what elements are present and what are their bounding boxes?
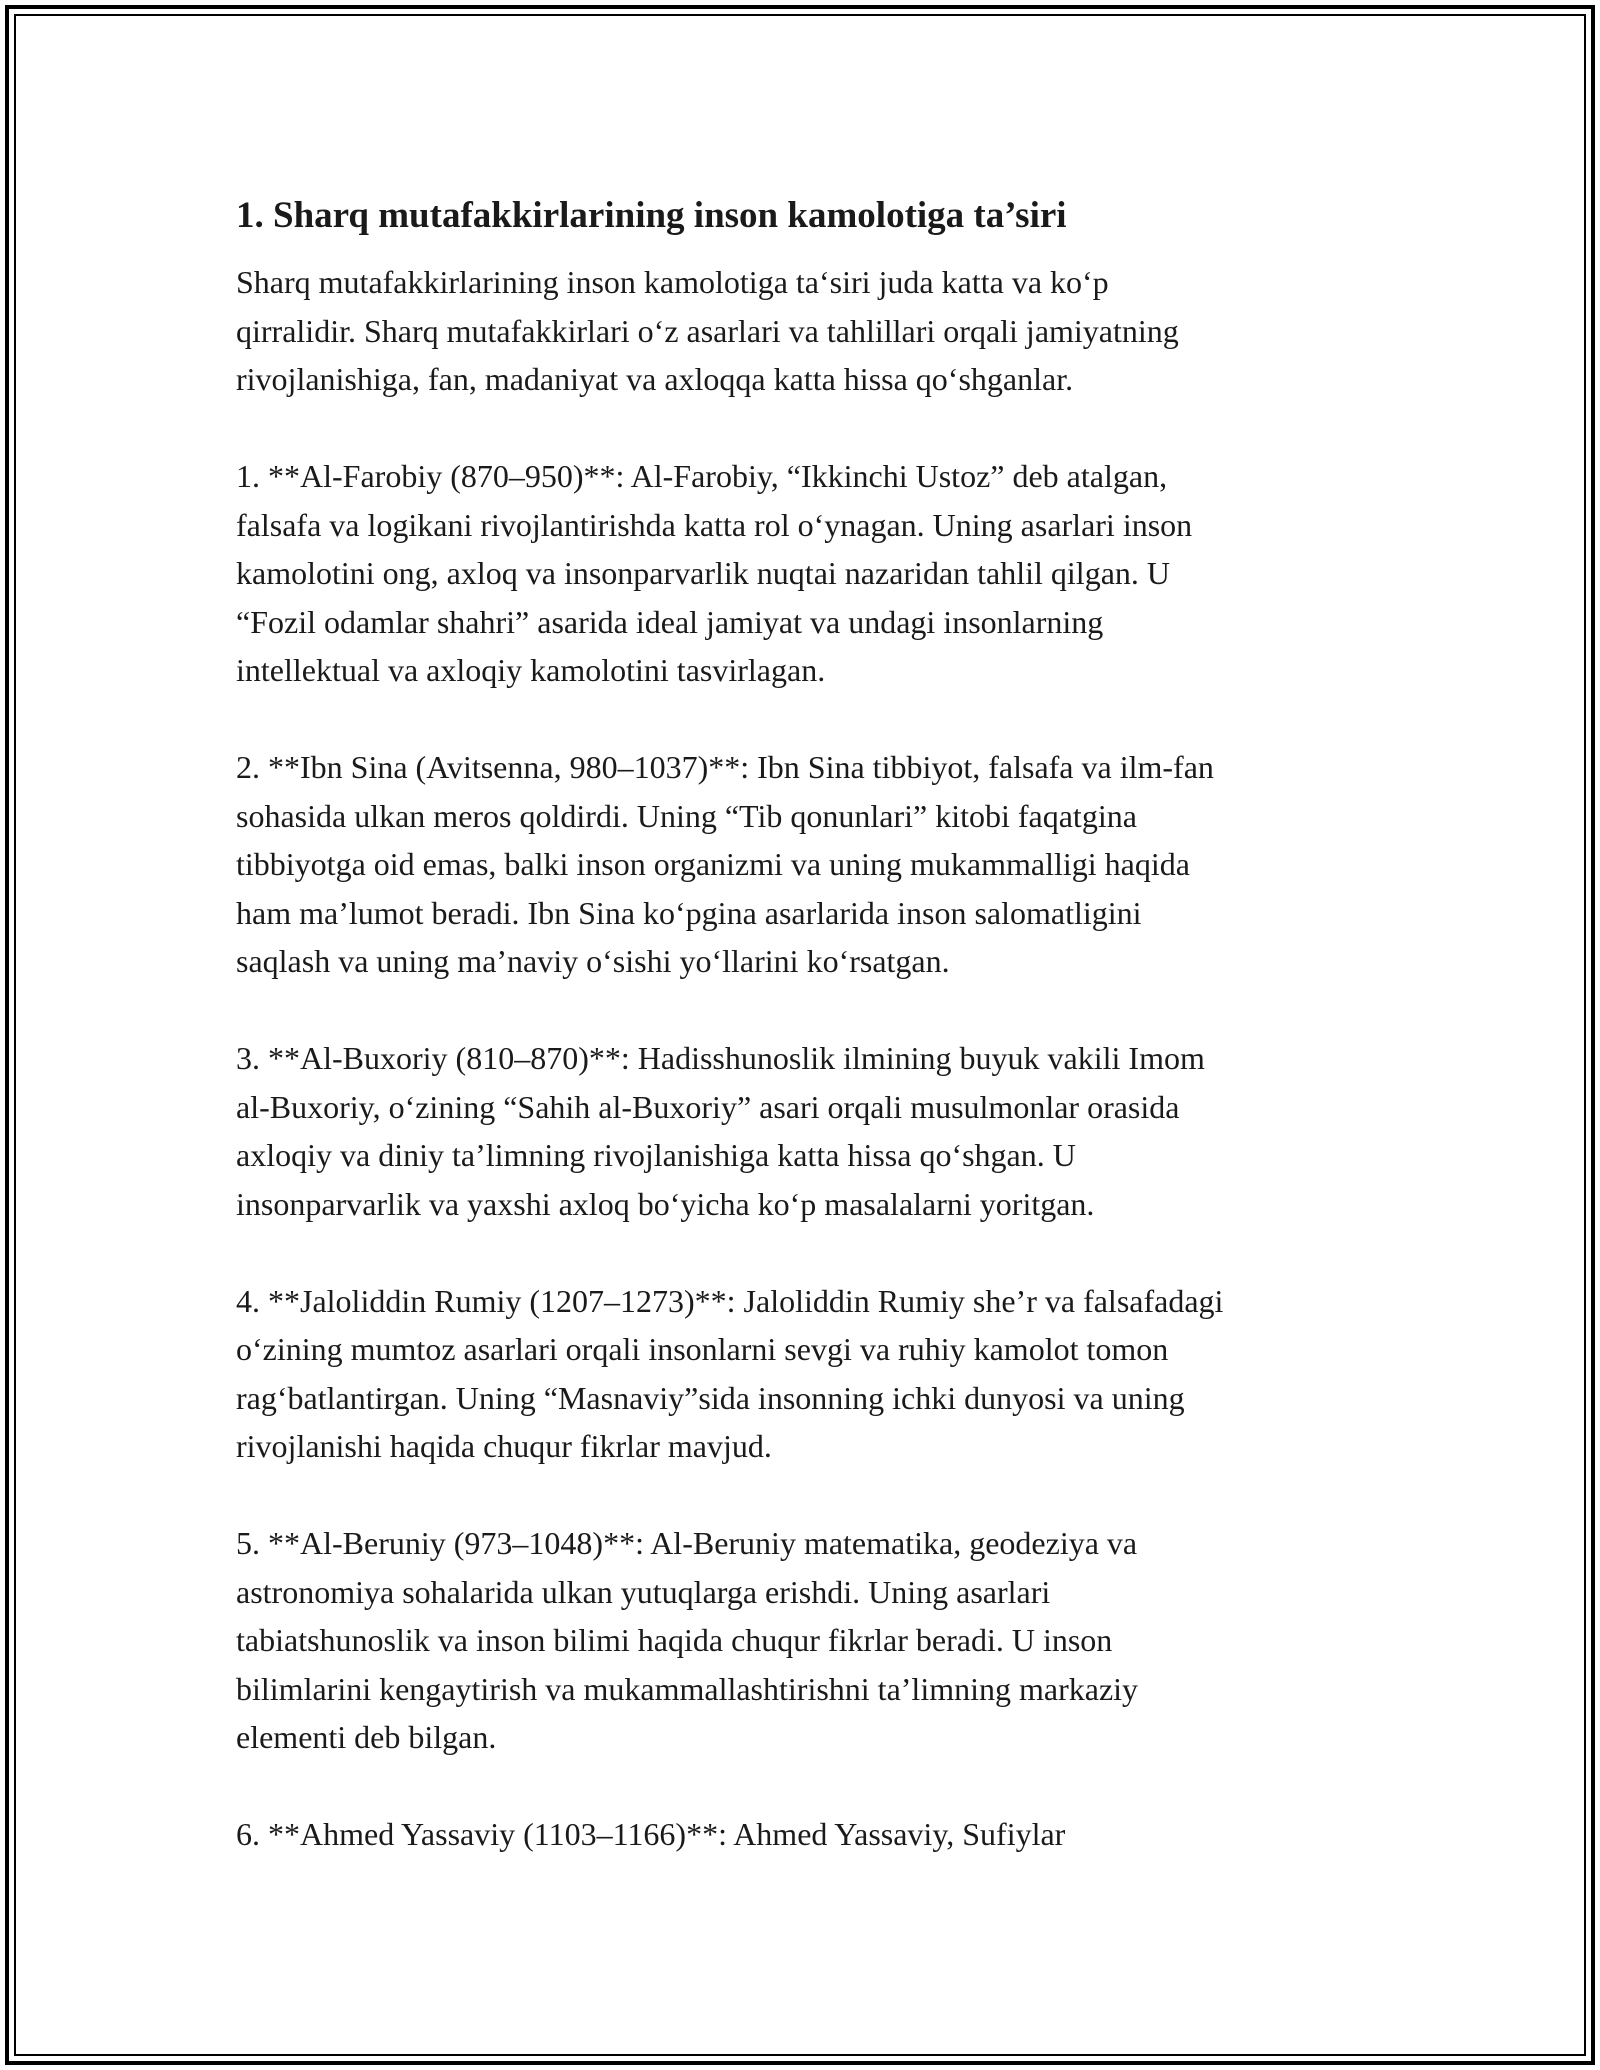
paragraph-al-buxoriy: 3. **Al-Buxoriy (810–870)**: Hadisshunoslik ilmining buyuk vakili Imom al-Buxoriy, o‘zining “Sahih al-Buxoriy” asari orqali musulmonlar orasida axloqiy va diniy ta’limning rivojlanishiga katta hissa qo‘shgan. U insonparvarlik va yaxshi axloq bo‘yicha ko‘p masalalarni yoritgan.: [236, 1040, 1205, 1222]
document-title: 1. Sharq mutafakkirlarining inson kamolotiga ta’siri: [236, 195, 1067, 236]
paragraph-ibn-sina: 2. **Ibn Sina (Avitsenna, 980–1037)**: Ibn Sina tibbiyot, falsafa va ilm-fan sohasida ulkan meros qoldirdi. Uning “Tib qonunlari” kitobi faqatgina tibbiyotga oid emas, balki inson organizmi va uning mukammalligi haqida ham ma’lumot beradi. Ibn Sina ko‘pgina asarlarida inson salomatligini saqlash va uning ma’naviy o‘sishi yo‘llarini ko‘rsatgan.: [236, 749, 1214, 979]
paragraph-jaloliddin-rumiy: 4. **Jaloliddin Rumiy (1207–1273)**: Jaloliddin Rumiy she’r va falsafadagi o‘zining mumtoz asarlari orqali insonlarni sevgi va ruhiy kamolot tomon rag‘batlantirgan. Uning “Masnaviy”sida insonning ichki dunyosi va uning rivojlanishi haqida chuqur fikrlar mavjud.: [236, 1282, 1224, 1464]
paragraph-al-farobiy: 1. **Al-Farobiy (870–950)**: Al-Farobiy, “Ikkinchi Ustoz” deb atalgan, falsafa va logikani rivojlantirishda katta rol o‘ynagan. Uning asarlari inson kamolotini ong, axloq va insonparvarlik nuqtai nazaridan tahlil qilgan. U “Fozil odamlar shahri” asarida ideal jamiyat va undagi insonlarning intellektual va axloqiy kamolotini tasvirlagan.: [236, 458, 1193, 688]
paragraph-ahmed-yassaviy: 6. **Ahmed Yassaviy (1103–1166)**: Ahmed Yassaviy, Sufiylar: [236, 1816, 1066, 1852]
intro-paragraph: Sharq mutafakkirlarining inson kamolotiga ta‘siri juda katta va ko‘p qirralidir. Sharq mutafakkirlari o‘z asarlari va tahlillari orqali jamiyatning rivojlanishiga, fan, madaniyat va axloqqa katta hissa qo‘shganlar.: [236, 264, 1179, 397]
paragraph-al-beruniy: 5. **Al-Beruniy (973–1048)**: Al-Beruniy matematika, geodeziya va astronomiya sohalarida ulkan yutuqlarga erishdi. Uning asarlari tabiatshunoslik va inson bilimi haqida chuqur fikrlar beradi. U inson bilimlarini kengaytirish va mukammallashtirishni ta’limning markaziy elementi deb bilgan.: [236, 1525, 1139, 1755]
document-body: [236, 186, 1376, 1907]
